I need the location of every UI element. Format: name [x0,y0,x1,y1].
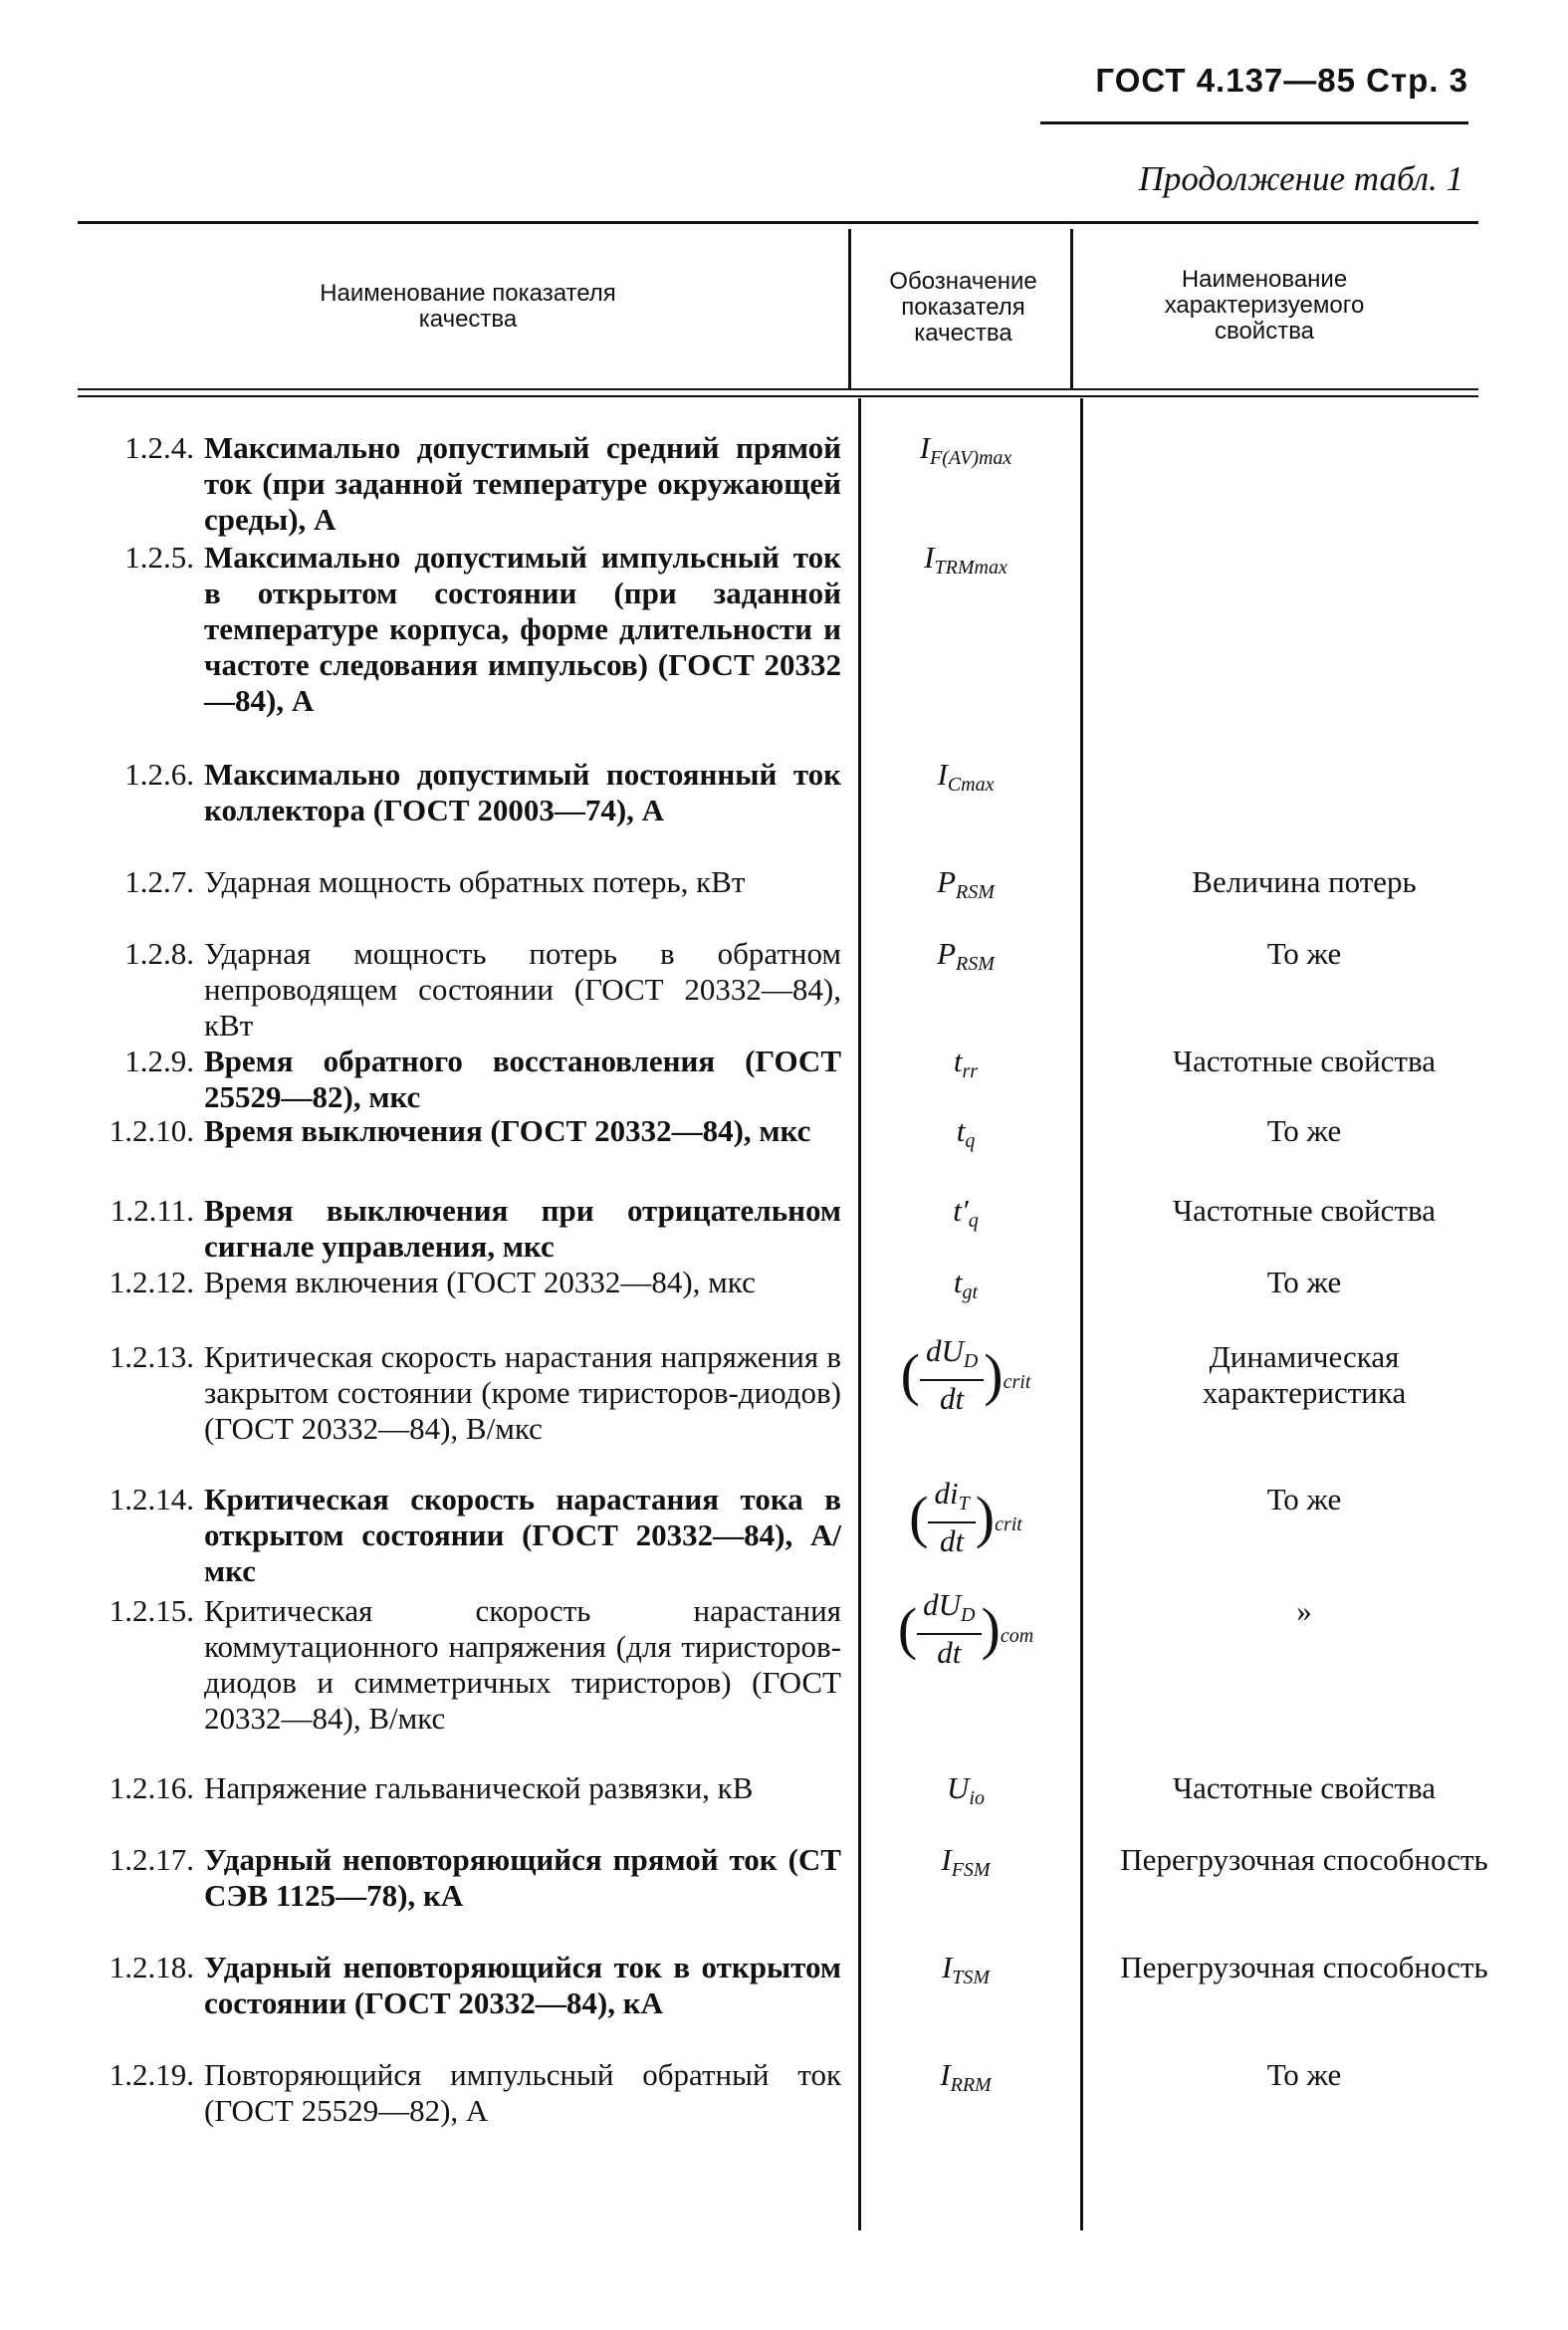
row-number: 1.2.14. [109,1482,194,1516]
characterized-property: То же [1266,1113,1342,1148]
row-number: 1.2.6. [124,757,194,792]
indicator-symbol: $I_{RRM}$ [940,2057,992,2096]
column-divider [1070,229,1073,388]
indicator-name: Время выключения при отрицательном сигнале управления, мкс [204,1193,841,1264]
indicator-symbol: $t_{rr}$ [953,1044,979,1082]
indicator-symbol: $U_{io}$ [947,1770,985,1809]
indicator-name: Повторяющийся импульсный обратный ток (ГОСТ 25529—82), А [204,2057,841,2128]
indicator-symbol: $I_{F(AV)max}$ [919,430,1012,469]
indicator-name: Критическая скорость нарастания коммутационного напряжения (для тиристоров-диодов и симметричных тиристоров) (ГОСТ 20332—84), В/мкс [204,1593,841,1736]
indicator-name: Время включения (ГОСТ 20332—84), мкс [204,1265,756,1299]
row-number: 1.2.18. [109,1950,194,1984]
indicator-symbol: $I_{FSM}$ [941,1842,991,1881]
characterized-property: Перегрузочная способность [1120,1842,1488,1877]
indicator-symbol: $I_{Cmax}$ [937,757,995,796]
indicator-name: Время выключения (ГОСТ 20332—84), мкс [204,1113,811,1148]
row-number: 1.2.17. [109,1842,194,1877]
table-continuation-label: Продолжение табл. 1 [1138,159,1463,198]
characterized-property: Величина потерь [1192,864,1417,899]
indicator-name: Максимально допустимый импульсный ток в открытом состоянии (при заданной температуре корпуса, форме длительности и частоте следования импульсов) (ГОСТ 20332—84), А [204,540,841,718]
indicator-name: Ударный неповторяющийся ток в открытом состоянии (ГОСТ 20332—84), кА [204,1950,841,2020]
indicator-symbol: $P_{RSM}$ [937,936,995,975]
characterized-property: » [1296,1593,1312,1628]
row-number: 1.2.7. [124,864,194,899]
table-header-rule [78,395,1478,397]
indicator-name: Ударный неповторяющийся прямой ток (СТ СЭВ 1125—78), кА [204,1842,841,1913]
row-number: 1.2.5. [124,540,194,575]
characterized-property: То же [1266,936,1342,971]
characterized-property: Частотные свойства [1173,1193,1436,1228]
column-header-name: Наименование показателя качества [320,280,616,333]
table-header-rule [78,388,1478,390]
row-number: 1.2.8. [124,936,194,971]
characterized-property: Перегрузочная способность [1120,1950,1488,1984]
row-number: 1.2.9. [124,1044,194,1078]
row-number: 1.2.11. [110,1193,194,1228]
indicator-symbol: $P_{RSM}$ [937,864,995,903]
characterized-property: Частотные свойства [1173,1770,1436,1805]
indicator-symbol: $t_q$ [956,1113,976,1152]
indicator-symbol: $I_{TSM}$ [941,1950,991,1988]
row-number: 1.2.12. [109,1265,194,1299]
characterized-property: То же [1266,1265,1342,1299]
row-number: 1.2.19. [109,2057,194,2092]
page-header [1095,62,1468,100]
indicator-name: Критическая скорость нарастания напряжения в закрытом состоянии (кроме тиристоров-диодов) (ГОСТ 20332—84), В/мкс [204,1339,841,1446]
characterized-property: То же [1266,2057,1342,2092]
indicator-name: Время обратного восстановления (ГОСТ 25529—82), мкс [204,1044,841,1114]
row-number: 1.2.15. [109,1593,194,1628]
characterized-property: Динамическая характеристика [1202,1339,1407,1410]
column-divider [1080,398,1083,2230]
indicator-symbol: $I_{TRMmax}$ [924,540,1008,579]
header-rule [1040,121,1468,124]
indicator-symbol: ( $\frac{dU_D}{dt})_{com}$ [897,1587,1034,1670]
indicator-symbol: $t'_q$ [953,1193,979,1232]
indicator-symbol: ( $\frac{dU_D}{dt})_{crit}$ [900,1333,1031,1416]
row-number: 1.2.13. [109,1339,194,1374]
indicator-name: Ударная мощность обратных потерь, кВт [204,864,746,899]
standard-number: ГОСТ 4.137—85 Стр. 3 [1095,62,1468,99]
indicator-symbol: $t_{gt}$ [953,1265,979,1303]
row-number: 1.2.16. [109,1770,194,1805]
row-number: 1.2.4. [124,430,194,465]
column-divider [848,229,851,388]
indicator-symbol: ( $\frac{di_T}{dt})_{crit}$ [909,1476,1022,1558]
row-number: 1.2.10. [109,1113,194,1148]
characterized-property: Частотные свойства [1173,1044,1436,1078]
indicator-name: Максимально допустимый средний прямой ток (при заданной температуре окружающей среды), А [204,430,841,537]
indicator-name: Напряжение гальванической развязки, кВ [204,1770,754,1805]
table-top-rule [78,221,1478,224]
indicator-name: Критическая скорость нарастания тока в открытом состоянии (ГОСТ 20332—84), А/мкс [204,1482,841,1588]
column-header-property: Наименование характеризуемого свойства [1164,266,1365,345]
characterized-property: То же [1266,1482,1342,1516]
indicator-name: Максимально допустимый постоянный ток коллектора (ГОСТ 20003—74), А [204,757,841,827]
column-header-symbol: Обозначение показателя качества [889,268,1037,347]
indicator-name: Ударная мощность потерь в обратном непроводящем состоянии (ГОСТ 20332—84), кВт [204,936,841,1043]
